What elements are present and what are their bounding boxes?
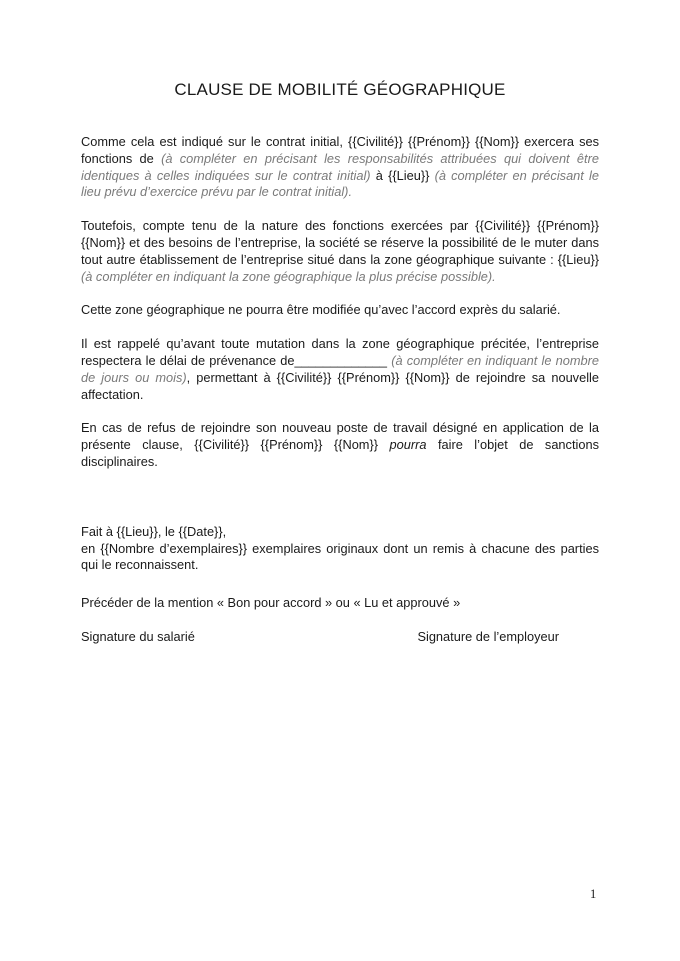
paragraph-text: Toutefois, compte tenu de la nature des fonctions exercées par {{Civilité}} {{Prénom}} {{Nom}} et des besoins de l’entreprise, la société se réserve la possibilité de le muter dans tout autre établissement de l’entreprise situé dans la zone géographique suivante : {{Lieu}} [81,218,599,267]
paragraph-text: Il est rappelé qu’avant toute mutation dans la zone géographique précitée, l’entreprise respectera le délai de prévenance de_____________ [81,336,599,368]
closing-place-date: Fait à {{Lieu}}, le {{Date}}, [81,523,227,539]
signature-employer-label: Signature de l’employeur [417,628,559,644]
instruction-hint: (à compléter en indiquant le nombre de jours ou mois) [81,352,599,385]
spacer [81,488,599,524]
closing-copies: en {{Nombre d’exemplaires}} exemplaires originaux dont un remis à chacune des parties qui le reconnaissent. [81,540,599,573]
paragraph-mobility [81,218,599,285]
signature-row [81,629,599,646]
paragraph-text: faire l’objet de sanctions disciplinaires. [81,437,599,469]
paragraph-initial-contract [81,134,599,201]
instruction-hint: (à compléter en précisant le lieu prévu d’exercice prévu par le contrat initial). [81,167,600,200]
emphasis-text: pourra [389,437,427,453]
paragraph-text: Comme cela est indiqué sur le contrat initial, {{Civilité}} {{Prénom}} {{Nom}} exercera ses fonctions de [81,134,599,166]
paragraph-text: , permettant à {{Civilité}} {{Prénom}} {{Nom}} de rejoindre sa nouvelle affectation. [81,369,599,402]
page-number: 1 [590,887,597,901]
closing-block [81,524,599,574]
paragraph-text: à {{Lieu}} [370,167,435,183]
mention-instruction: Précéder de la mention « Bon pour accord » ou « Lu et approuvé » [81,595,461,611]
instruction-hint: (à compléter en indiquant la zone géographique la plus précise possible). [81,268,496,284]
instruction-hint: (à compléter en précisant les responsabilités attribuées qui doivent être identiques à celles indiquées sur le contrat initial) [81,150,599,183]
paragraph-text: En cas de refus de rejoindre son nouveau poste de travail désigné en application de la présente clause, {{Civilité}} {{Prénom}} {{Nom}} [81,420,599,453]
paragraph-refusal [81,420,599,470]
paragraph-notice-period [81,336,599,403]
paragraph-zone-modification: Cette zone géographique ne pourra être modifiée qu’avec l’accord exprès du salarié. [81,302,561,318]
document-title: CLAUSE DE MOBILITÉ GÉOGRAPHIQUE [174,80,506,99]
signature-employee-label: Signature du salarié [81,628,195,644]
document-body [81,134,599,646]
